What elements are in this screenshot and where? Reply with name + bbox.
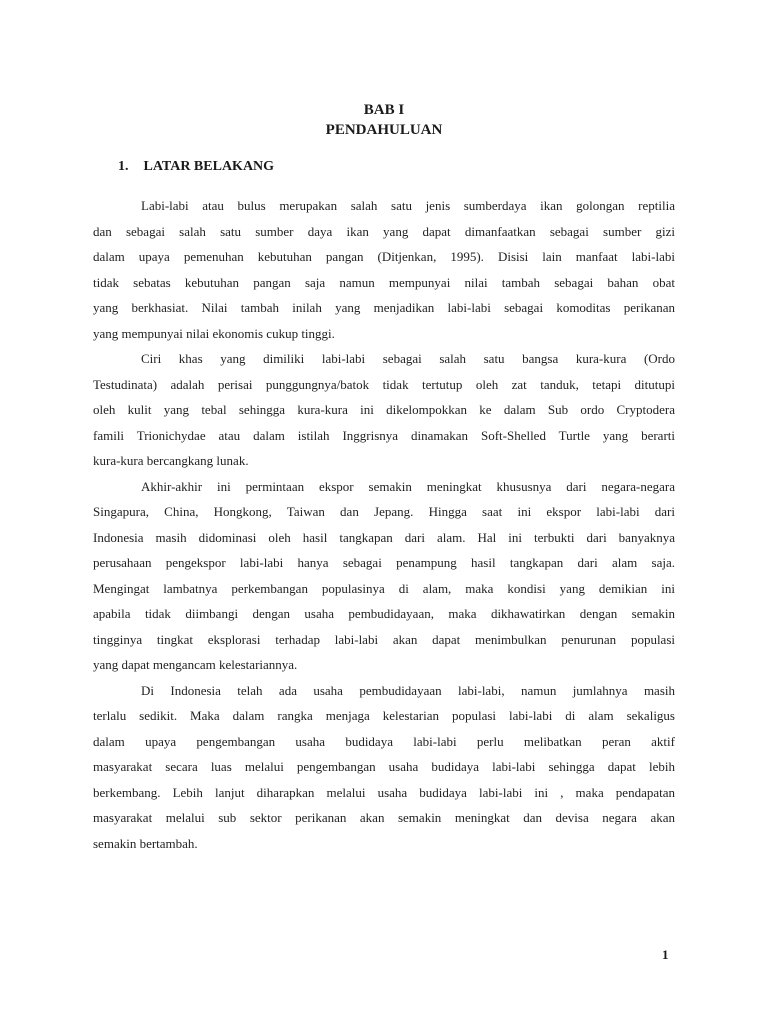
text-line: dalam upaya pengembangan usaha budidaya labi-labi perlu melibatkan peran aktif [93,733,675,749]
paragraph [93,474,675,678]
text-line: Labi-labi atau bulus merupakan salah satu jenis sumberdaya ikan golongan reptilia [141,198,675,213]
text-line: yang mempunyai nilai ekonomis cukup tinggi. [93,325,335,341]
paragraph [93,346,675,474]
paragraph [93,193,675,346]
body-text [93,193,675,856]
text-line: yang berkhasiat. Nilai tambah inilah yang menjadikan labi-labi sebagai komoditas perikanan [93,300,675,315]
text-line: Singapura, China, Hongkong, Taiwan dan Jepang. Hingga saat ini ekspor labi-labi dari [93,504,675,519]
text-line: kura-kura bercangkang lunak. [93,453,249,468]
paragraph [93,678,675,857]
section-heading [118,157,274,177]
text-line: Indonesia masih didominasi oleh hasil tangkapan dari alam. Hal ini terbukti dari banyaknya [93,529,675,545]
text-line: masyarakat melalui sub sektor perikanan akan semakin meningkat dan devisa negara akan [93,810,675,825]
page-number: 1 [662,947,669,962]
section-title: LATAR BELAKANG [143,159,275,174]
text-line: tidak sebatas kebutuhan pangan saja namun mempunyai nilai tambah sebagai bahan obat [93,274,675,290]
text-line: perusahaan pengekspor labi-labi hanya sebagai penampung hasil tangkapan dari alam saja. [93,555,675,570]
text-line: Di Indonesia telah ada usaha pembudidayaan labi-labi, namun jumlahnya masih [141,682,675,698]
text-line: Mengingat lambatnya perkembangan populasinya di alam, maka kondisi yang demikian ini [93,580,675,596]
text-line: semakin bertambah. [93,835,198,851]
chapter-heading [0,100,768,140]
text-line: oleh kulit yang tebal sehingga kura-kura ini dikelompokkan ke dalam Sub ordo Cryptodera [93,402,675,417]
text-line: dalam upaya pemenuhan kebutuhan pangan (Ditjenkan, 1995). Disisi lain manfaat labi-labi [93,249,675,264]
text-line: berkembang. Lebih lanjut diharapkan melalui usaha budidaya labi-labi ini , maka pendapatan [93,784,675,800]
text-line: yang dapat mengancam kelestariannya. [93,657,298,672]
text-line: famili Trionichydae atau dalam istilah Inggrisnya dinamakan Soft-Shelled Turtle yang berarti [93,427,675,443]
chapter-title: PENDAHULUAN [325,122,443,138]
text-line: Ciri khas yang dimiliki labi-labi sebagai salah satu bangsa kura-kura (Ordo [141,351,675,366]
text-line: terlalu sedikit. Maka dalam rangka menjaga kelestarian populasi labi-labi di alam sekaligus [93,708,675,723]
section-number: 1. [118,159,129,174]
chapter-label: BAB I [363,102,405,118]
text-line: masyarakat secara luas melalui pengembangan usaha budidaya labi-labi sehingga dapat lebih [93,759,675,774]
text-line: tingginya tingkat eksplorasi terhadap labi-labi akan dapat menimbulkan penurunan populasi [93,631,675,647]
text-line: Akhir-akhir ini permintaan ekspor semakin meningkat khususnya dari negara-negara [141,478,675,494]
text-line: dan sebagai salah satu sumber daya ikan yang dapat dimanfaatkan sebagai sumber gizi [93,223,675,239]
text-line: Testudinata) adalah perisai punggungnya/batok tidak tertutup oleh zat tanduk, tetapi ditutupi [93,376,675,392]
text-line: apabila tidak diimbangi dengan usaha pembudidayaan, maka dikhawatirkan dengan semakin [93,606,675,621]
